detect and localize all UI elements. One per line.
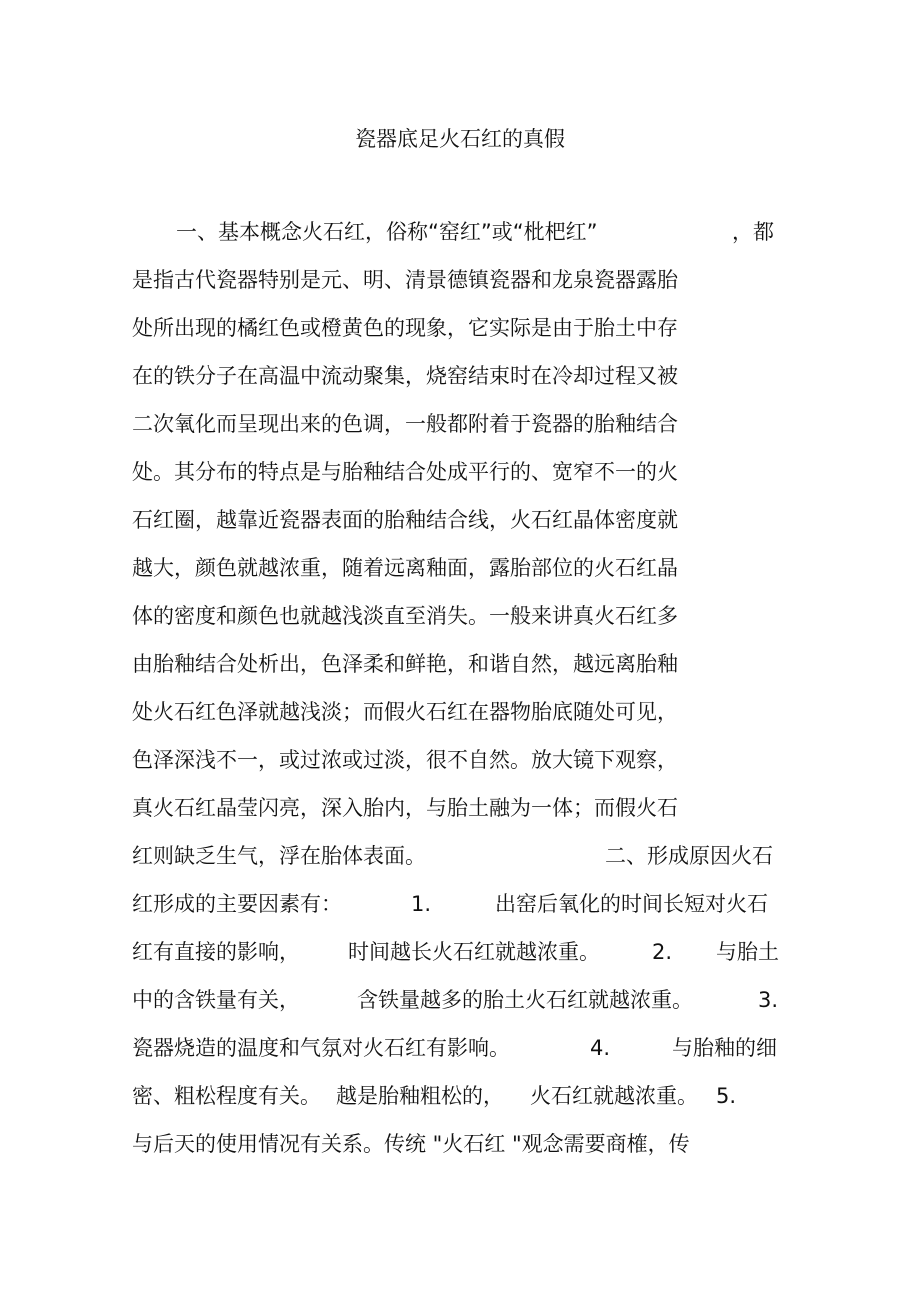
text-segment: 越大，颜色就越浓重，随着远离釉面，露胎部位的火石红晶 (132, 556, 678, 580)
paragraph-line (132, 1033, 792, 1063)
text-segment: 与后天的使用情况有关系。传统 "火石红 "观念需要商榷，传 (132, 1132, 690, 1156)
list-number: 1. (411, 892, 432, 916)
paragraph-line (132, 937, 792, 967)
text-segment: 越是胎釉粗松的， (336, 1084, 504, 1108)
document-title: 瓷器底足火石红的真假 (355, 127, 565, 151)
text-segment: 火石红就越浓重。 (530, 1084, 698, 1108)
paragraph-line (132, 889, 792, 919)
text-segment: 真火石红晶莹闪亮，深入胎内，与胎土融为一体；而假火石 (132, 796, 678, 820)
text-segment: 红则缺乏生气，浮在胎体表面。 (132, 844, 426, 868)
text-segment: 色泽深浅不一，或过浓或过淡，很不自然。放大镜下观察， (132, 748, 678, 772)
list-number: 2. (652, 940, 673, 964)
text-segment: 与胎土 (716, 940, 779, 964)
text-segment: 由胎釉结合处析出，色泽柔和鲜艳，和谐自然，越远离胎釉 (132, 652, 678, 676)
text-segment: ，都 (732, 220, 774, 244)
list-number: 3. (758, 988, 779, 1012)
paragraph-line (132, 217, 792, 247)
text-segment: 处。其分布的特点是与胎釉结合处成平行的、宽窄不一的火 (132, 460, 678, 484)
text-segment: 一、基本概念火石红，俗称“窑红”或“枇杷红” (176, 220, 598, 244)
text-segment: 密、粗松程度有关。 (132, 1084, 321, 1108)
paragraph-line (132, 1081, 792, 1111)
text-segment: 红有直接的影响， (132, 940, 300, 964)
text-segment: 二次氧化而呈现出来的色调，一般都附着于瓷器的胎釉结合 (132, 412, 678, 436)
text-segment: 是指古代瓷器特别是元、明、清景德镇瓷器和龙泉瓷器露胎 (132, 268, 678, 292)
paragraph-line (132, 985, 792, 1015)
text-segment: 出窑后氧化的时间长短对火石 (495, 892, 768, 916)
text-segment: 时间越长火石红就越浓重。 (348, 940, 600, 964)
text-segment: 体的密度和颜色也就越浅淡直至消失。一般来讲真火石红多 (132, 604, 678, 628)
text-segment: 中的含铁量有关， (132, 988, 300, 1012)
paragraph-line (132, 841, 792, 871)
list-number: 5. (716, 1084, 737, 1108)
text-segment: 石红圈，越靠近瓷器表面的胎釉结合线，火石红晶体密度就 (132, 508, 678, 532)
list-number: 4. (590, 1036, 611, 1060)
text-segment: 在的铁分子在高温中流动聚集，烧窑结束时在冷却过程又被 (132, 364, 678, 388)
text-segment: 处火石红色泽就越浅淡；而假火石红在器物胎底随处可见， (132, 700, 678, 724)
text-segment: 处所出现的橘红色或橙黄色的现象，它实际是由于胎土中存 (132, 316, 678, 340)
text-segment: 瓷器烧造的温度和气氛对火石红有影响。 (132, 1036, 510, 1060)
section-heading: 二、形成原因火石 (605, 844, 773, 868)
text-segment: 红形成的主要因素有： (132, 892, 342, 916)
text-segment: 含铁量越多的胎土火石红就越浓重。 (357, 988, 693, 1012)
text-segment: 与胎釉的细 (672, 1036, 777, 1060)
